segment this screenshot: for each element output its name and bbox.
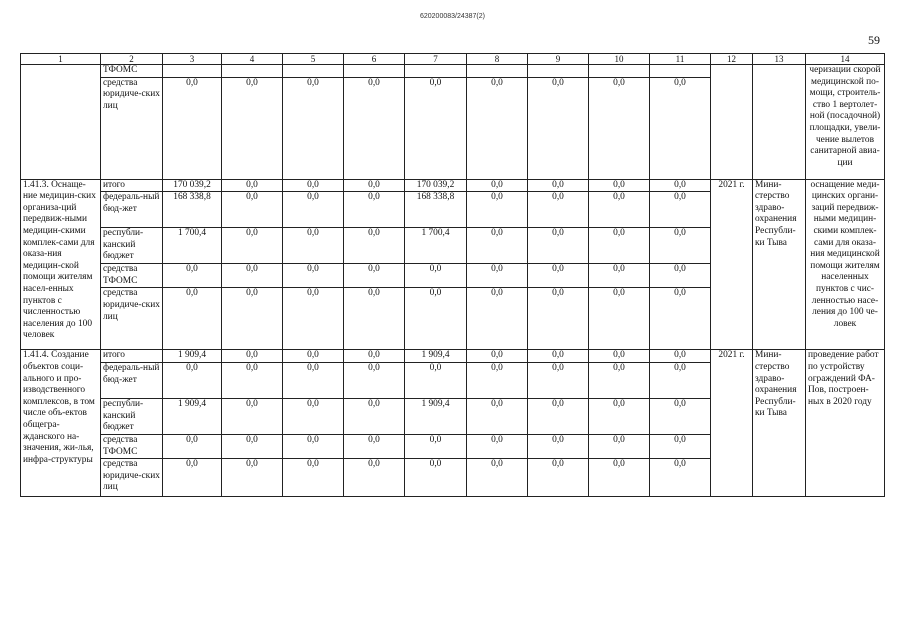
value-cell: 0,0 — [283, 264, 344, 288]
value-cell: 0,0 — [222, 288, 283, 350]
value-cell: 0,0 — [528, 179, 589, 192]
value-cell: 1 909,4 — [163, 350, 222, 363]
value-cell: 0,0 — [405, 459, 467, 497]
value-cell: 0,0 — [589, 362, 650, 398]
value-cell: 0,0 — [589, 179, 650, 192]
value-cell: 0,0 — [344, 77, 405, 179]
value-cell: 0,0 — [344, 434, 405, 458]
column-number: 12 — [711, 54, 753, 65]
value-cell: 0,0 — [222, 264, 283, 288]
result-cell: проведение работ по устройству ограждений ФА-Пов, построен-ных в 2020 году — [806, 350, 885, 497]
executor-cell: Мини-стерство здраво-охранения Республи-ки Тыва — [753, 350, 806, 497]
value-cell: 0,0 — [163, 434, 222, 458]
source-cell: ТФОМС — [101, 65, 163, 78]
value-cell: 0,0 — [163, 264, 222, 288]
value-cell: 0,0 — [589, 398, 650, 434]
value-cell: 0,0 — [222, 398, 283, 434]
column-number: 10 — [589, 54, 650, 65]
value-cell: 0,0 — [222, 459, 283, 497]
column-number: 7 — [405, 54, 467, 65]
value-cell: 0,0 — [589, 77, 650, 179]
value-cell: 170 039,2 — [163, 179, 222, 192]
value-cell: 0,0 — [467, 228, 528, 264]
value-cell: 0,0 — [222, 192, 283, 228]
value-cell: 0,0 — [222, 77, 283, 179]
value-cell: 168 338,8 — [163, 192, 222, 228]
cell-empty — [753, 65, 806, 180]
value-cell: 0,0 — [650, 288, 711, 350]
value-cell: 0,0 — [222, 434, 283, 458]
column-number: 14 — [806, 54, 885, 65]
value-cell: 0,0 — [222, 228, 283, 264]
value-cell: 0,0 — [528, 398, 589, 434]
value-cell: 0,0 — [283, 434, 344, 458]
value-cell: 0,0 — [163, 77, 222, 179]
value-cell: 0,0 — [528, 288, 589, 350]
value-cell: 0,0 — [528, 264, 589, 288]
value-cell: 0,0 — [467, 350, 528, 363]
source-cell: средства юридиче-ских лиц — [101, 288, 163, 350]
value-cell: 0,0 — [283, 459, 344, 497]
value-cell: 0,0 — [467, 434, 528, 458]
value-cell: 0,0 — [650, 228, 711, 264]
column-number: 11 — [650, 54, 711, 65]
value-cell: 0,0 — [467, 362, 528, 398]
value-cell: 0,0 — [344, 350, 405, 363]
value-cell: 0,0 — [344, 459, 405, 497]
column-number: 8 — [467, 54, 528, 65]
value-cell: 0,0 — [650, 398, 711, 434]
value-cell: 0,0 — [528, 192, 589, 228]
table-row — [21, 65, 885, 78]
value-cell: 0,0 — [283, 288, 344, 350]
result-cell: оснащение меди-цинских органи-заций передвиж-ными медицин-скими комплек-сами для оказа-ния медицинской помощи жителям населенных пунктов с чис-ленностью насе-ления до 100 че-ловек — [806, 179, 885, 350]
value-cell: 0,0 — [467, 459, 528, 497]
value-cell: 0,0 — [589, 350, 650, 363]
table-row — [21, 179, 885, 192]
source-cell: итого — [101, 179, 163, 192]
column-number: 5 — [283, 54, 344, 65]
value-cell: 0,0 — [650, 264, 711, 288]
program-table — [20, 53, 885, 497]
source-cell: средства юридиче-ских лиц — [101, 77, 163, 179]
value-cell: 0,0 — [589, 288, 650, 350]
page-number: 59 — [868, 33, 880, 47]
column-number: 9 — [528, 54, 589, 65]
value-cell: 0,0 — [405, 362, 467, 398]
column-number: 2 — [101, 54, 163, 65]
value-cell: 0,0 — [344, 264, 405, 288]
value-cell: 0,0 — [344, 179, 405, 192]
value-cell: 0,0 — [589, 459, 650, 497]
value-cell: 0,0 — [283, 77, 344, 179]
value-cell: 0,0 — [344, 362, 405, 398]
value-cell: 0,0 — [283, 179, 344, 192]
value-cell: 0,0 — [283, 350, 344, 363]
value-cell: 0,0 — [163, 288, 222, 350]
value-cell: 0,0 — [589, 228, 650, 264]
source-cell: республи-канский бюджет — [101, 228, 163, 264]
value-cell: 1 909,4 — [163, 398, 222, 434]
value-cell: 0,0 — [405, 77, 467, 179]
source-cell: средства ТФОМС — [101, 434, 163, 458]
value-cell: 0,0 — [650, 77, 711, 179]
value-cell: 168 338,8 — [405, 192, 467, 228]
column-number: 3 — [163, 54, 222, 65]
value-cell: 1 700,4 — [405, 228, 467, 264]
value-cell: 0,0 — [528, 228, 589, 264]
value-cell: 0,0 — [283, 362, 344, 398]
value-cell: 0,0 — [528, 77, 589, 179]
value-cell: 0,0 — [650, 362, 711, 398]
value-cell: 0,0 — [283, 398, 344, 434]
value-cell: 170 039,2 — [405, 179, 467, 192]
value-cell: 0,0 — [344, 192, 405, 228]
value-cell: 0,0 — [405, 264, 467, 288]
value-cell: 0,0 — [467, 179, 528, 192]
value-cell: 1 700,4 — [163, 228, 222, 264]
value-cell: 0,0 — [344, 228, 405, 264]
value-cell: 0,0 — [650, 459, 711, 497]
value-cell: 0,0 — [222, 350, 283, 363]
column-number: 13 — [753, 54, 806, 65]
value-cell: 0,0 — [283, 228, 344, 264]
value-cell: 1 909,4 — [405, 398, 467, 434]
value-cell: 0,0 — [467, 77, 528, 179]
column-number: 1 — [21, 54, 101, 65]
column-number: 6 — [344, 54, 405, 65]
value-cell: 0,0 — [405, 434, 467, 458]
value-cell: 0,0 — [528, 434, 589, 458]
value-cell: 0,0 — [163, 362, 222, 398]
source-cell: федераль-ный бюд-жет — [101, 192, 163, 228]
column-number-row — [21, 54, 885, 65]
value-cell: 0,0 — [405, 288, 467, 350]
value-cell: 0,0 — [528, 350, 589, 363]
value-cell: 0,0 — [650, 179, 711, 192]
value-cell: 0,0 — [344, 288, 405, 350]
value-cell: 0,0 — [589, 264, 650, 288]
source-cell: федераль-ный бюд-жет — [101, 362, 163, 398]
source-cell: итого — [101, 350, 163, 363]
source-cell: средства ТФОМС — [101, 264, 163, 288]
year-cell: 2021 г. — [711, 179, 753, 350]
value-cell: 0,0 — [222, 362, 283, 398]
value-cell: 0,0 — [650, 350, 711, 363]
measure-name-cell: 1.41.3. Оснаще-ние медицин-ских организа-ций передвиж-ными медицин-скими комплек-сами для оказа-ния медицин-ской помощи жителям насел-енных пунктов с численностью населения до 100 человек — [21, 179, 101, 350]
value-cell: 1 909,4 — [405, 350, 467, 363]
value-cell: 0,0 — [589, 434, 650, 458]
value-cell: 0,0 — [589, 192, 650, 228]
cell-empty — [21, 65, 101, 180]
value-cell: 0,0 — [467, 288, 528, 350]
source-cell: средства юридиче-ских лиц — [101, 459, 163, 497]
document-code: 620200083/24387(2) — [419, 13, 485, 20]
column-number: 4 — [222, 54, 283, 65]
table-row — [21, 350, 885, 363]
value-cell: 0,0 — [283, 192, 344, 228]
value-cell: 0,0 — [650, 192, 711, 228]
value-cell: 0,0 — [650, 434, 711, 458]
value-cell: 0,0 — [528, 459, 589, 497]
value-cell: 0,0 — [467, 398, 528, 434]
cell-empty — [711, 65, 753, 180]
result-cell: черизации скорой медицинской по-мощи, строитель-ство 1 вертолет-ной (посадочной) площадки, увели-чение вылетов санитарной авиа-ции — [806, 65, 885, 180]
value-cell: 0,0 — [344, 398, 405, 434]
value-cell: 0,0 — [163, 459, 222, 497]
value-cell: 0,0 — [528, 362, 589, 398]
value-cell: 0,0 — [467, 264, 528, 288]
year-cell: 2021 г. — [711, 350, 753, 497]
value-cell: 0,0 — [222, 179, 283, 192]
value-cell: 0,0 — [467, 192, 528, 228]
measure-name-cell: 1.41.4. Создание объектов соци-ального и про-изводственного комплексов, в том числе объ-ектов общегра-жданского на-значения, жи-лья, инфра-структуры — [21, 350, 101, 497]
executor-cell: Мини-стерство здраво-охранения Республи-ки Тыва — [753, 179, 806, 350]
source-cell: республи-канский бюджет — [101, 398, 163, 434]
